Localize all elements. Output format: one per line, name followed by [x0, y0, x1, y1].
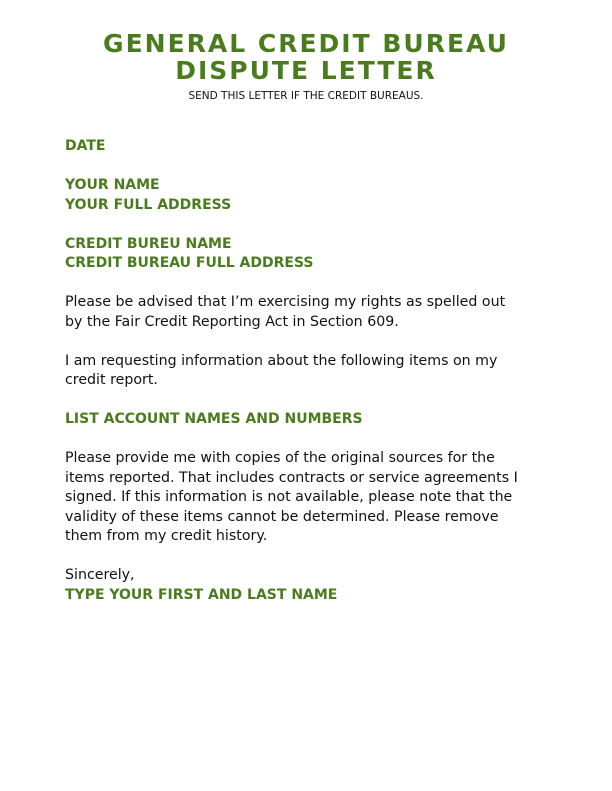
closing-text: Sincerely,: [65, 567, 135, 583]
spacer: [65, 332, 565, 352]
page-title-line1: GENERAL CREDIT BUREAU: [103, 29, 509, 58]
spacer: [65, 274, 565, 294]
paragraph-sources-line1: Please provide me with copies of the original sources for the: [65, 450, 495, 466]
paragraph-sources-line5: them from my credit history.: [65, 528, 268, 544]
spacer: [65, 215, 565, 235]
paragraph-sources-line4: validity of these items cannot be determined. Please remove: [65, 508, 499, 525]
paragraph-rights-line1: Please be advised that I’m exercising my rights as spelled out: [65, 294, 506, 310]
page-title-line2: DISPUTE LETTER: [175, 56, 437, 85]
paragraph-rights-line2: by the Fair Credit Reporting Act in Section 609.: [65, 313, 399, 330]
paragraph-request-line2: credit report.: [65, 372, 158, 388]
spacer: [65, 157, 565, 177]
accounts-placeholder: LIST ACCOUNT NAMES AND NUMBERS: [65, 411, 363, 427]
spacer: [65, 547, 565, 567]
spacer: [65, 391, 565, 411]
paragraph-request-line1: I am requesting information about the following items on my: [65, 352, 498, 369]
spacer: [65, 430, 565, 450]
your-address-placeholder: YOUR FULL ADDRESS: [65, 196, 232, 213]
paragraph-sources-line3: signed. If this information is not available, please note that the: [65, 489, 513, 505]
signature-placeholder: TYPE YOUR FIRST AND LAST NAME: [65, 586, 338, 603]
date-placeholder: DATE: [65, 138, 106, 154]
your-name-placeholder: YOUR NAME: [65, 177, 160, 193]
page-subtitle: SEND THIS LETTER IF THE CREDIT BUREAUS.: [188, 90, 424, 102]
bureau-name-placeholder: CREDIT BUREU NAME: [65, 235, 232, 252]
letter-body: [65, 137, 565, 605]
paragraph-sources-line2: items reported. That includes contracts or service agreements I: [65, 469, 518, 486]
bureau-address-placeholder: CREDIT BUREAU FULL ADDRESS: [65, 255, 314, 271]
